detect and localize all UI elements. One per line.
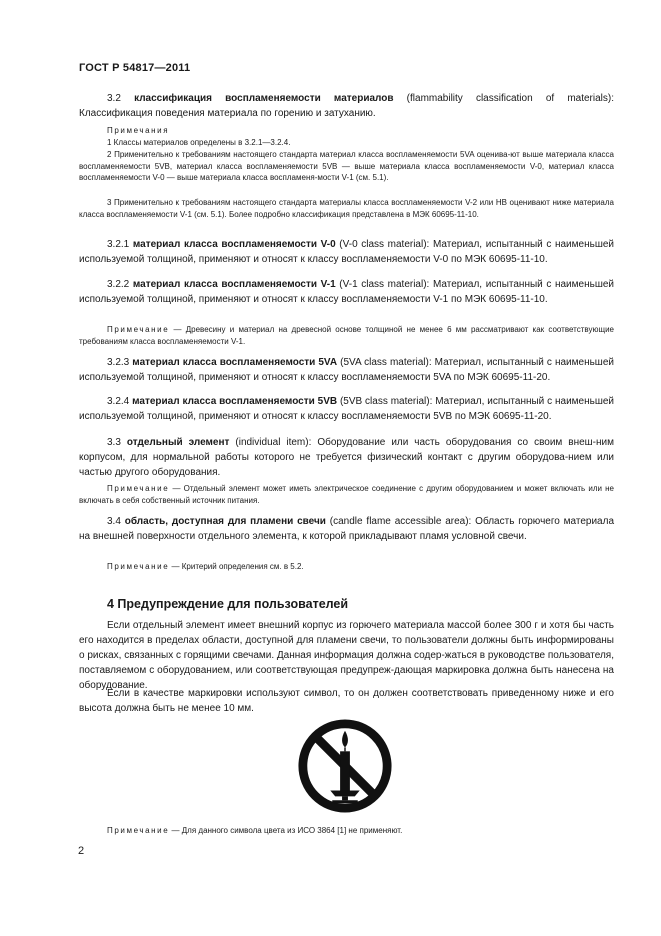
clause-3-2-2: [79, 277, 614, 307]
clause-term: отдельный элемент: [126, 437, 230, 448]
no-candle-symbol: [296, 717, 394, 815]
clause-number: 3.2.1: [107, 239, 130, 250]
note-item: [79, 483, 614, 506]
clause-term: материал класса воспламеняемости V-0: [132, 239, 336, 250]
section-4-heading: 4 Предупреждение для пользователей: [107, 597, 349, 611]
note-label: Примечание: [107, 826, 170, 835]
document-header: ГОСТ Р 54817—2011: [79, 62, 191, 74]
page-number: 2: [78, 845, 85, 857]
clause-3-2-3: [79, 355, 614, 385]
clause-term: материал класса воспламеняемости 5VB: [132, 396, 338, 407]
clause-text: (V-0 class material): Материал, испытанный с наименьшей используемой толщиной, применяют и относят к классу воспламеняемости V-0 по МЭК 60695-11-10.: [79, 239, 614, 265]
note-label: Примечание: [107, 484, 170, 493]
note-label: Примечание: [107, 562, 170, 571]
clause-number: 3.2.3: [107, 357, 130, 368]
note-text: — Отдельный элемент может иметь электрическое соединение с другим оборудованием и может включать или не включать в себя собственный источник питания.: [79, 484, 614, 505]
clause-term: материал класса воспламеняемости 5VA: [132, 357, 338, 368]
clause-number: 3.2.4: [107, 396, 130, 407]
clause-term: классификация воспламеняемости материалов: [134, 93, 394, 104]
clause-number: 3.3: [107, 437, 121, 448]
note-text: — Критерий определения см. в 5.2.: [169, 562, 304, 571]
clause-text: (5VA class material): Материал, испытанный с наименьшей используемой толщиной, применяют и относят к классу воспламеняемости 5VA по МЭК 60695-11-20.: [79, 357, 614, 383]
clause-term: область, доступная для пламени свечи: [124, 516, 326, 527]
note-2: 2 Применительно к требованиям настоящего стандарта материал класса воспламеняемости 5VA оценива-ют выше материала класса воспламеняемости 5VB, материал класса воспламеняемости 5VB — выше материала класса воспламеняемости V-0, материал класса воспламеняемости V-0 — выше материала класса воспламеня-мости V-1 (см. 5.1).: [79, 150, 614, 182]
section-4-paragraph-2: Если в качестве маркировки используют символ, то он должен соответствовать приведенному ниже и его высота должна быть не менее 10 мм.: [79, 688, 614, 714]
note-text: — Для данного символа цвета из ИСО 3864 [1] не применяют.: [169, 826, 403, 835]
clause-3-2: [79, 91, 614, 121]
note-text: — Древесину и материал на древесной основе толщиной не менее 6 мм рассматривают как соответствующие требованиям класса воспламеняемости V-1.: [79, 325, 614, 346]
candle-icon: [330, 731, 359, 804]
note-label: Примечание: [107, 325, 170, 334]
clause-3-4: [79, 514, 614, 544]
note-3: 3 Применительно к требованиям настоящего стандарта материалы класса воспламеняемости V-2 или НВ оценивают ниже материала класса воспламеняемости V-1 (см. 5.1). Более подробно классификация представлена в МЭК 60695-11-10.: [79, 198, 614, 219]
clause-3-2-4: [79, 394, 614, 424]
note-criteria: [79, 561, 614, 573]
note-1: 1 Классы материалов определены в 3.2.1—3.2.4.: [107, 138, 291, 147]
clause-3-3: [79, 435, 614, 480]
clause-number: 3.2.2: [107, 279, 130, 290]
clause-term: материал класса воспламеняемости V-1: [132, 279, 336, 290]
clause-number: 3.2: [107, 93, 121, 104]
clause-text: (V-1 class material): Материал, испытанный с наименьшей используемой толщиной, применяют и относят к классу воспламеняемости V-1 по МЭК 60695-11-10.: [79, 279, 614, 305]
clause-number: 3.4: [107, 516, 121, 527]
clause-text: (candle flame accessible area): Область горючего материала на внешней поверхности отдельного элемента, к которой прикладывают пламя условной свечи.: [79, 516, 615, 542]
clause-text: (individual item): Оборудование или часть оборудования со своим внеш-ним корпусом, для нормальной работы которого не требуется физический контакт с другим оборудова-нием или частью другого оборудования.: [79, 437, 614, 478]
notes-heading: Примечания: [107, 126, 170, 135]
clause-text: (5VB class material): Материал, испытанный с наименьшей используемой толщиной, применяют и относят к классу воспламеняемости 5VB по МЭК 60695-11-20.: [79, 396, 614, 422]
clause-text: (flammability classification of materials): Классификация поведения материала по горению и затуханию.: [79, 93, 614, 119]
note-v1: [79, 324, 614, 347]
note-symbol: [79, 825, 614, 837]
clause-3-2-1: [79, 237, 614, 267]
section-4-paragraph-1: Если отдельный элемент имеет внешний корпус из горючего материала массой более 300 г и хотя бы часть его находится в пределах области, доступной для пламени свечи, то пользователи должны быть информированы о рисках, связанных с горящими свечами. Данная информация должна содер-жаться в руководстве пользователя, поставляемом с оборудованием, или соответствующая предупреж-дающая маркировка должна быть нанесена на оборудование.: [79, 620, 614, 691]
